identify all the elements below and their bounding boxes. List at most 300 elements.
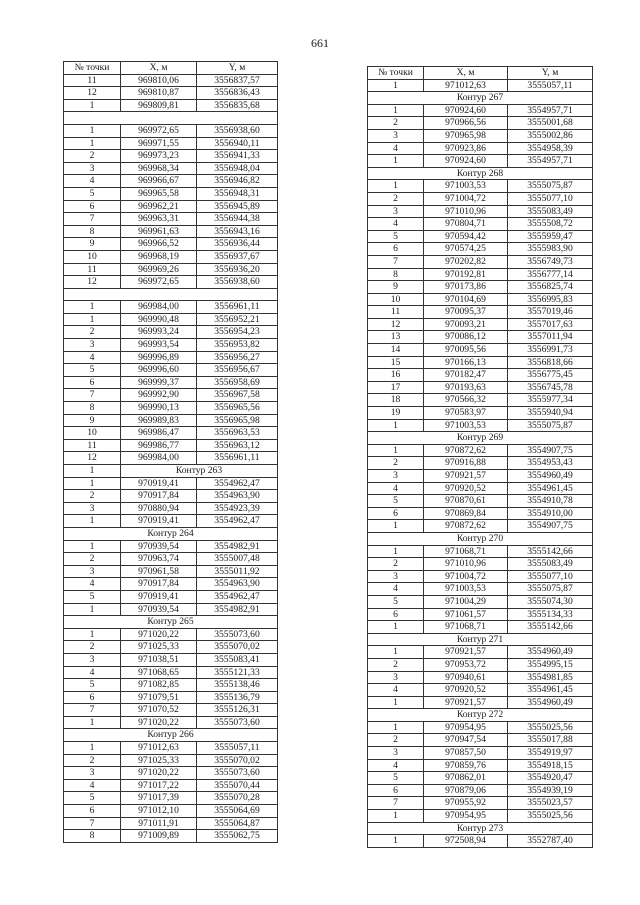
- point-number: 4: [368, 218, 424, 231]
- x-coordinate: 969992,90: [121, 389, 197, 402]
- x-coordinate: 970921,57: [424, 470, 508, 483]
- y-coordinate: 3555977,34: [508, 394, 593, 407]
- x-coordinate: 969989,83: [121, 414, 197, 427]
- table-header-row: [64, 62, 278, 75]
- y-coordinate: 3555075,87: [508, 419, 593, 432]
- x-coordinate: 969963,31: [121, 213, 197, 226]
- y-coordinate: 3555064,87: [197, 817, 278, 830]
- table-row: [368, 394, 593, 407]
- x-coordinate: 970202,82: [424, 255, 508, 268]
- x-coordinate: 970182,47: [424, 369, 508, 382]
- y-coordinate: 3555142,66: [508, 545, 593, 558]
- y-coordinate: 3554957,71: [508, 104, 593, 117]
- x-coordinate: 971038,51: [121, 653, 197, 666]
- y-coordinate: 3555057,11: [197, 742, 278, 755]
- x-coordinate: 969993,24: [121, 326, 197, 339]
- contour-title: Контур 272: [368, 709, 593, 722]
- x-coordinate: 970919,41: [121, 515, 197, 528]
- y-coordinate: 3556940,11: [197, 137, 278, 150]
- table-row: [64, 74, 278, 87]
- y-coordinate: 3554918,15: [508, 759, 593, 772]
- table-row: [64, 250, 278, 263]
- point-number: 1: [64, 742, 121, 755]
- y-coordinate: 3555075,87: [508, 180, 593, 193]
- point-number: 1: [64, 628, 121, 641]
- x-coordinate: 970961,58: [121, 565, 197, 578]
- table-row: [64, 565, 278, 578]
- y-coordinate: 3554963,90: [197, 490, 278, 503]
- point-number: 1: [368, 545, 424, 558]
- point-number: 17: [368, 381, 424, 394]
- point-number: 6: [64, 691, 121, 704]
- y-coordinate: 3554982,91: [197, 603, 278, 616]
- point-number: 12: [64, 276, 121, 289]
- table-row: [64, 402, 278, 415]
- y-coordinate: 3555025,56: [508, 810, 593, 823]
- x-coordinate: 969965,58: [121, 187, 197, 200]
- contour-title: Контур 273: [368, 822, 593, 835]
- x-coordinate: 970921,57: [424, 646, 508, 659]
- point-number: 1: [368, 180, 424, 193]
- point-number: 6: [64, 805, 121, 818]
- y-coordinate: 3556777,14: [508, 268, 593, 281]
- x-coordinate: 969972,65: [121, 124, 197, 137]
- point-number: 2: [64, 490, 121, 503]
- point-number: 1: [368, 835, 424, 848]
- table-row: [64, 502, 278, 515]
- contour-title: Контур 268: [368, 167, 593, 180]
- y-coordinate: 3555073,60: [197, 628, 278, 641]
- y-coordinate: 3554920,47: [508, 772, 593, 785]
- contour-header-row: [64, 729, 278, 742]
- point-number: 1: [368, 520, 424, 533]
- x-coordinate: 970086,12: [424, 331, 508, 344]
- y-coordinate: 3555057,11: [508, 79, 593, 92]
- point-number: 1: [64, 99, 121, 112]
- x-coordinate: 971003,53: [424, 419, 508, 432]
- y-coordinate: 3556938,60: [197, 124, 278, 137]
- point-number: 1: [368, 810, 424, 823]
- point-number: 7: [64, 389, 121, 402]
- table-row: [368, 684, 593, 697]
- y-coordinate: 3556945,89: [197, 200, 278, 213]
- table-row: [64, 452, 278, 465]
- point-number: 10: [368, 293, 424, 306]
- point-number: 3: [64, 339, 121, 352]
- y-coordinate: 3555142,66: [508, 621, 593, 634]
- table-row: [368, 192, 593, 205]
- point-number: 15: [368, 356, 424, 369]
- point-number: 1: [64, 137, 121, 150]
- table-row: [368, 281, 593, 294]
- point-number: 1: [368, 621, 424, 634]
- point-number: 1: [368, 155, 424, 168]
- table-row: [368, 381, 593, 394]
- table-row: [368, 369, 593, 382]
- point-number: 2: [64, 326, 121, 339]
- y-coordinate: 3556936,44: [197, 238, 278, 251]
- table-row: [64, 263, 278, 276]
- y-coordinate: 3557017,63: [508, 318, 593, 331]
- table-row: [64, 439, 278, 452]
- y-coordinate: 3556967,58: [197, 389, 278, 402]
- x-coordinate: 970920,52: [424, 684, 508, 697]
- table-row: [368, 230, 593, 243]
- table-row: [368, 696, 593, 709]
- y-coordinate: 3555070,02: [197, 754, 278, 767]
- y-coordinate: 3556965,56: [197, 402, 278, 415]
- point-number: 1: [64, 477, 121, 490]
- table-row: [368, 155, 593, 168]
- x-coordinate: 971082,85: [121, 679, 197, 692]
- x-coordinate: 971068,71: [424, 621, 508, 634]
- y-coordinate: 3554981,85: [508, 671, 593, 684]
- x-coordinate: 970924,60: [424, 104, 508, 117]
- y-coordinate: 3554982,91: [197, 540, 278, 553]
- x-coordinate: 970919,41: [121, 590, 197, 603]
- point-number: 4: [64, 175, 121, 188]
- y-coordinate: 3554907,75: [508, 444, 593, 457]
- point-number: 1: [64, 540, 121, 553]
- table-row: [64, 830, 278, 843]
- point-number: 1: [64, 301, 121, 314]
- table-row: [64, 603, 278, 616]
- table-row: [64, 578, 278, 591]
- x-coordinate: 969990,13: [121, 402, 197, 415]
- x-coordinate: 971020,22: [121, 716, 197, 729]
- point-number: 11: [64, 74, 121, 87]
- header-y: Y, м: [197, 62, 278, 75]
- y-coordinate: 3554910,78: [508, 495, 593, 508]
- y-coordinate: 3555017,88: [508, 734, 593, 747]
- x-coordinate: 971012,10: [121, 805, 197, 818]
- table-body-right: [368, 79, 593, 847]
- table-header-row: [368, 67, 593, 80]
- point-number: 1: [64, 515, 121, 528]
- table-row: [368, 558, 593, 571]
- y-coordinate: 3555070,02: [197, 641, 278, 654]
- point-number: 7: [64, 817, 121, 830]
- point-number: 2: [64, 641, 121, 654]
- contour-header-row: [368, 822, 593, 835]
- y-coordinate: 3554923,39: [197, 502, 278, 515]
- y-coordinate: 3556956,27: [197, 351, 278, 364]
- point-number: 11: [64, 263, 121, 276]
- point-number: 1: [368, 646, 424, 659]
- table-row: [368, 495, 593, 508]
- point-number: 2: [64, 150, 121, 163]
- y-coordinate: 3555083,49: [508, 558, 593, 571]
- point-number: 9: [368, 281, 424, 294]
- x-coordinate: 970916,88: [424, 457, 508, 470]
- contour-header-row: [368, 709, 593, 722]
- table-row: [368, 129, 593, 142]
- y-coordinate: 3556835,68: [197, 99, 278, 112]
- table-row: [64, 175, 278, 188]
- x-coordinate: 970104,69: [424, 293, 508, 306]
- point-number: 4: [368, 759, 424, 772]
- x-coordinate: 970857,50: [424, 747, 508, 760]
- contour-header-row: [368, 532, 593, 545]
- y-coordinate: 3556948,04: [197, 162, 278, 175]
- point-number: 1: [64, 603, 121, 616]
- point-number: 19: [368, 407, 424, 420]
- table-row: [64, 376, 278, 389]
- x-coordinate: 969962,21: [121, 200, 197, 213]
- point-number: 3: [368, 747, 424, 760]
- y-coordinate: 3555959,47: [508, 230, 593, 243]
- y-coordinate: 3556837,57: [197, 74, 278, 87]
- x-coordinate: 969986,77: [121, 439, 197, 452]
- y-coordinate: 3556965,98: [197, 414, 278, 427]
- x-coordinate: 970924,60: [424, 155, 508, 168]
- x-coordinate: 970166,13: [424, 356, 508, 369]
- table-row: [368, 482, 593, 495]
- point-number: 3: [64, 502, 121, 515]
- point-number: 5: [368, 595, 424, 608]
- contour-header-row: [64, 465, 278, 478]
- y-coordinate: 3556946,82: [197, 175, 278, 188]
- table-row: [64, 679, 278, 692]
- point-number: 13: [368, 331, 424, 344]
- contour-title: Контур 263: [121, 465, 278, 478]
- y-coordinate: 3555074,30: [508, 595, 593, 608]
- point-number: 1: [368, 721, 424, 734]
- y-coordinate: 3556836,43: [197, 87, 278, 100]
- table-row: [368, 218, 593, 231]
- table-row: [64, 87, 278, 100]
- table-row: [64, 238, 278, 251]
- x-coordinate: 970872,62: [424, 520, 508, 533]
- y-coordinate: 3555983,90: [508, 243, 593, 256]
- x-coordinate: 970940,61: [424, 671, 508, 684]
- y-coordinate: 3556775,45: [508, 369, 593, 382]
- x-coordinate: 969990,48: [121, 313, 197, 326]
- x-coordinate: 971025,33: [121, 641, 197, 654]
- table-row: [368, 205, 593, 218]
- y-coordinate: 3556948,31: [197, 187, 278, 200]
- y-coordinate: 3555001,68: [508, 117, 593, 130]
- point-number: 1: [368, 104, 424, 117]
- y-coordinate: 3555025,56: [508, 721, 593, 734]
- table-row: [64, 150, 278, 163]
- x-coordinate: 969809,81: [121, 99, 197, 112]
- point-number: 1: [64, 465, 121, 478]
- y-coordinate: 3554961,45: [508, 684, 593, 697]
- y-coordinate: 3555083,49: [508, 205, 593, 218]
- point-number: 4: [368, 482, 424, 495]
- table-row: [64, 414, 278, 427]
- x-coordinate: 969996,89: [121, 351, 197, 364]
- point-number: 2: [368, 734, 424, 747]
- point-number: 4: [64, 779, 121, 792]
- x-coordinate: 970594,42: [424, 230, 508, 243]
- x-coordinate: 970965,98: [424, 129, 508, 142]
- y-coordinate: 3554953,43: [508, 457, 593, 470]
- table-row: [64, 666, 278, 679]
- y-coordinate: 3555007,48: [197, 553, 278, 566]
- x-coordinate: 971012,63: [424, 79, 508, 92]
- y-coordinate: 3556944,38: [197, 213, 278, 226]
- point-number: 6: [64, 376, 121, 389]
- point-number: 3: [368, 129, 424, 142]
- x-coordinate: 969984,00: [121, 452, 197, 465]
- y-coordinate: 3555121,33: [197, 666, 278, 679]
- table-row: [64, 162, 278, 175]
- x-coordinate: 970583,97: [424, 407, 508, 420]
- x-coordinate: 969968,19: [121, 250, 197, 263]
- blank-cell: [64, 112, 278, 125]
- point-number: 7: [368, 255, 424, 268]
- x-coordinate: 970095,37: [424, 306, 508, 319]
- table-row: [64, 137, 278, 150]
- point-number: 3: [368, 570, 424, 583]
- contour-title: Контур 269: [368, 432, 593, 445]
- table-row: [64, 213, 278, 226]
- table-row: [64, 225, 278, 238]
- table-row: [64, 742, 278, 755]
- x-coordinate: 970862,01: [424, 772, 508, 785]
- x-coordinate: 971020,22: [121, 628, 197, 641]
- table-row: [64, 792, 278, 805]
- x-coordinate: 971068,65: [121, 666, 197, 679]
- x-coordinate: 970966,56: [424, 117, 508, 130]
- x-coordinate: 971011,91: [121, 817, 197, 830]
- table-row: [64, 540, 278, 553]
- x-coordinate: 970963,74: [121, 553, 197, 566]
- x-coordinate: 971004,29: [424, 595, 508, 608]
- y-coordinate: 3556818,66: [508, 356, 593, 369]
- point-number: 6: [368, 507, 424, 520]
- table-row: [64, 716, 278, 729]
- table-row: [64, 427, 278, 440]
- x-coordinate: 970880,94: [121, 502, 197, 515]
- x-coordinate: 969984,00: [121, 301, 197, 314]
- x-coordinate: 969999,37: [121, 376, 197, 389]
- table-row: [64, 99, 278, 112]
- table-row: [368, 721, 593, 734]
- point-number: 5: [64, 679, 121, 692]
- table-row: [64, 389, 278, 402]
- y-coordinate: 3556749,73: [508, 255, 593, 268]
- point-number: 1: [368, 696, 424, 709]
- point-number: 4: [368, 142, 424, 155]
- x-coordinate: 969973,23: [121, 150, 197, 163]
- coordinates-table-left: [63, 61, 278, 843]
- x-coordinate: 971004,72: [424, 570, 508, 583]
- point-number: 5: [368, 772, 424, 785]
- x-coordinate: 969810,06: [121, 74, 197, 87]
- contour-title: Контур 270: [368, 532, 593, 545]
- point-number: 6: [64, 200, 121, 213]
- point-number: 3: [368, 470, 424, 483]
- y-coordinate: 3556952,21: [197, 313, 278, 326]
- table-row: [368, 621, 593, 634]
- coordinates-table-right: [367, 66, 593, 848]
- table-row: [368, 520, 593, 533]
- x-coordinate: 972508,94: [424, 835, 508, 848]
- x-coordinate: 971017,22: [121, 779, 197, 792]
- point-number: 2: [368, 658, 424, 671]
- y-coordinate: 3556961,11: [197, 452, 278, 465]
- contour-title: Контур 264: [64, 527, 278, 540]
- y-coordinate: 3556937,67: [197, 250, 278, 263]
- point-number: 2: [368, 457, 424, 470]
- point-number: 4: [64, 578, 121, 591]
- table-row: [368, 243, 593, 256]
- y-coordinate: 3555508,72: [508, 218, 593, 231]
- table-row: [64, 200, 278, 213]
- contour-title: Контур 267: [368, 92, 593, 105]
- y-coordinate: 3556963,53: [197, 427, 278, 440]
- table-body-left: [64, 74, 278, 842]
- x-coordinate: 970939,54: [121, 540, 197, 553]
- x-coordinate: 970917,84: [121, 490, 197, 503]
- y-coordinate: 3556825,74: [508, 281, 593, 294]
- point-number: 6: [368, 243, 424, 256]
- x-coordinate: 971010,96: [424, 558, 508, 571]
- table-row: [368, 470, 593, 483]
- table-row: [64, 641, 278, 654]
- x-coordinate: 971020,22: [121, 767, 197, 780]
- y-coordinate: 3554962,47: [197, 590, 278, 603]
- x-coordinate: 971025,33: [121, 754, 197, 767]
- y-coordinate: 3555070,28: [197, 792, 278, 805]
- table-row: [64, 704, 278, 717]
- y-coordinate: 3554960,49: [508, 470, 593, 483]
- table-row: [64, 767, 278, 780]
- point-number: 1: [368, 419, 424, 432]
- x-coordinate: 969968,34: [121, 162, 197, 175]
- y-coordinate: 3555075,87: [508, 583, 593, 596]
- table-row: [64, 515, 278, 528]
- x-coordinate: 969961,63: [121, 225, 197, 238]
- x-coordinate: 970574,25: [424, 243, 508, 256]
- x-coordinate: 970173,86: [424, 281, 508, 294]
- table-row: [368, 419, 593, 432]
- x-coordinate: 970804,71: [424, 218, 508, 231]
- point-number: 8: [368, 268, 424, 281]
- y-coordinate: 3556954,23: [197, 326, 278, 339]
- y-coordinate: 3554960,49: [508, 696, 593, 709]
- x-coordinate: 970953,72: [424, 658, 508, 671]
- x-coordinate: 970920,52: [424, 482, 508, 495]
- y-coordinate: 3556956,67: [197, 364, 278, 377]
- table-row: [368, 835, 593, 848]
- table-row: [64, 313, 278, 326]
- blank-row: [64, 112, 278, 125]
- x-coordinate: 971012,63: [121, 742, 197, 755]
- table-row: [368, 444, 593, 457]
- y-coordinate: 3556943,16: [197, 225, 278, 238]
- y-coordinate: 3554919,97: [508, 747, 593, 760]
- x-coordinate: 971003,53: [424, 583, 508, 596]
- point-number: 1: [368, 79, 424, 92]
- point-number: 7: [368, 797, 424, 810]
- point-number: 1: [368, 444, 424, 457]
- y-coordinate: 3555940,94: [508, 407, 593, 420]
- table-row: [368, 608, 593, 621]
- table-row: [368, 658, 593, 671]
- y-coordinate: 3556958,69: [197, 376, 278, 389]
- x-coordinate: 971070,52: [121, 704, 197, 717]
- table-row: [64, 490, 278, 503]
- point-number: 9: [64, 238, 121, 251]
- point-number: 5: [64, 590, 121, 603]
- y-coordinate: 3555073,60: [197, 767, 278, 780]
- y-coordinate: 3556745,78: [508, 381, 593, 394]
- y-coordinate: 3555062,75: [197, 830, 278, 843]
